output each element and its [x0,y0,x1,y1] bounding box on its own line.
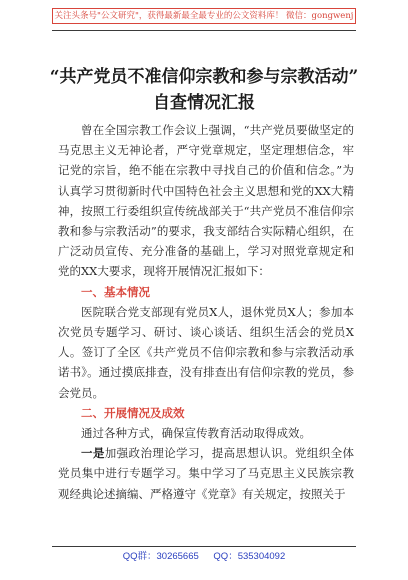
footer [0,548,408,562]
header-banner: 关注头条号"公文研究"，获得最新最全最专业的公文资料库！ 微信：gongwenj [52,8,356,24]
document-title-line1: “共产党员不准信仰宗教和参与宗教活动” [49,67,359,87]
section2-point1-lead: 一是 [81,446,105,461]
section2-point1-paragraph [58,443,354,504]
footer-rule [52,546,356,547]
footer-qq: QQ：535304092 [213,551,286,562]
document-title-line2: 自查情况汇报 [153,93,255,113]
intro-paragraph: 曾在全国宗教工作会议上强调，“共产党员要做坚定的马克思主义无神论者，严守党章规定，坚定理想信念，牢记党的宗旨，绝不能在宗教中寻找自己的价值和信念。”为认真学习贯彻新时代中国特色社会主义思想和党的XX大精神，按照工行委组织宣传统战部关于“共产党员不准信仰宗教和参与宗教活动”的要求，我支部结合实际精心组织，在广泛动员宣传、充分准备的基础上，学习对照党章规定和党的XX大要求，现将开展情况汇报如下： [58,123,354,279]
section1-paragraph: 医院联合党支部现有党员X人，退休党员X人；参加本次党员专题学习、研讨、谈心谈话、组织生活会的党员X人。签订了全区《共产党员不信仰宗教和参与宗教活动承诺书》。通过摸底排查，没有排查出有信仰宗教的党员，参会党员。 [58,304,354,400]
header-rule [52,30,356,31]
section2-point1-text: 加强政治理论学习，提高思想认识。党组织全体党员集中进行专题学习。集中学习了马克思主义民族宗教观经典论述摘编、严格遵守《党章》有关规定，按照关于 [58,446,355,501]
section2-intro-paragraph: 通过各种方式，确保宣传教育活动取得成效。 [81,426,311,441]
section2-heading: 二、开展情况及成效 [81,405,185,420]
footer-qq-group: QQ群：30265665 [122,551,199,562]
document-body [58,120,354,504]
section1-heading: 一、基本情况 [81,284,150,299]
